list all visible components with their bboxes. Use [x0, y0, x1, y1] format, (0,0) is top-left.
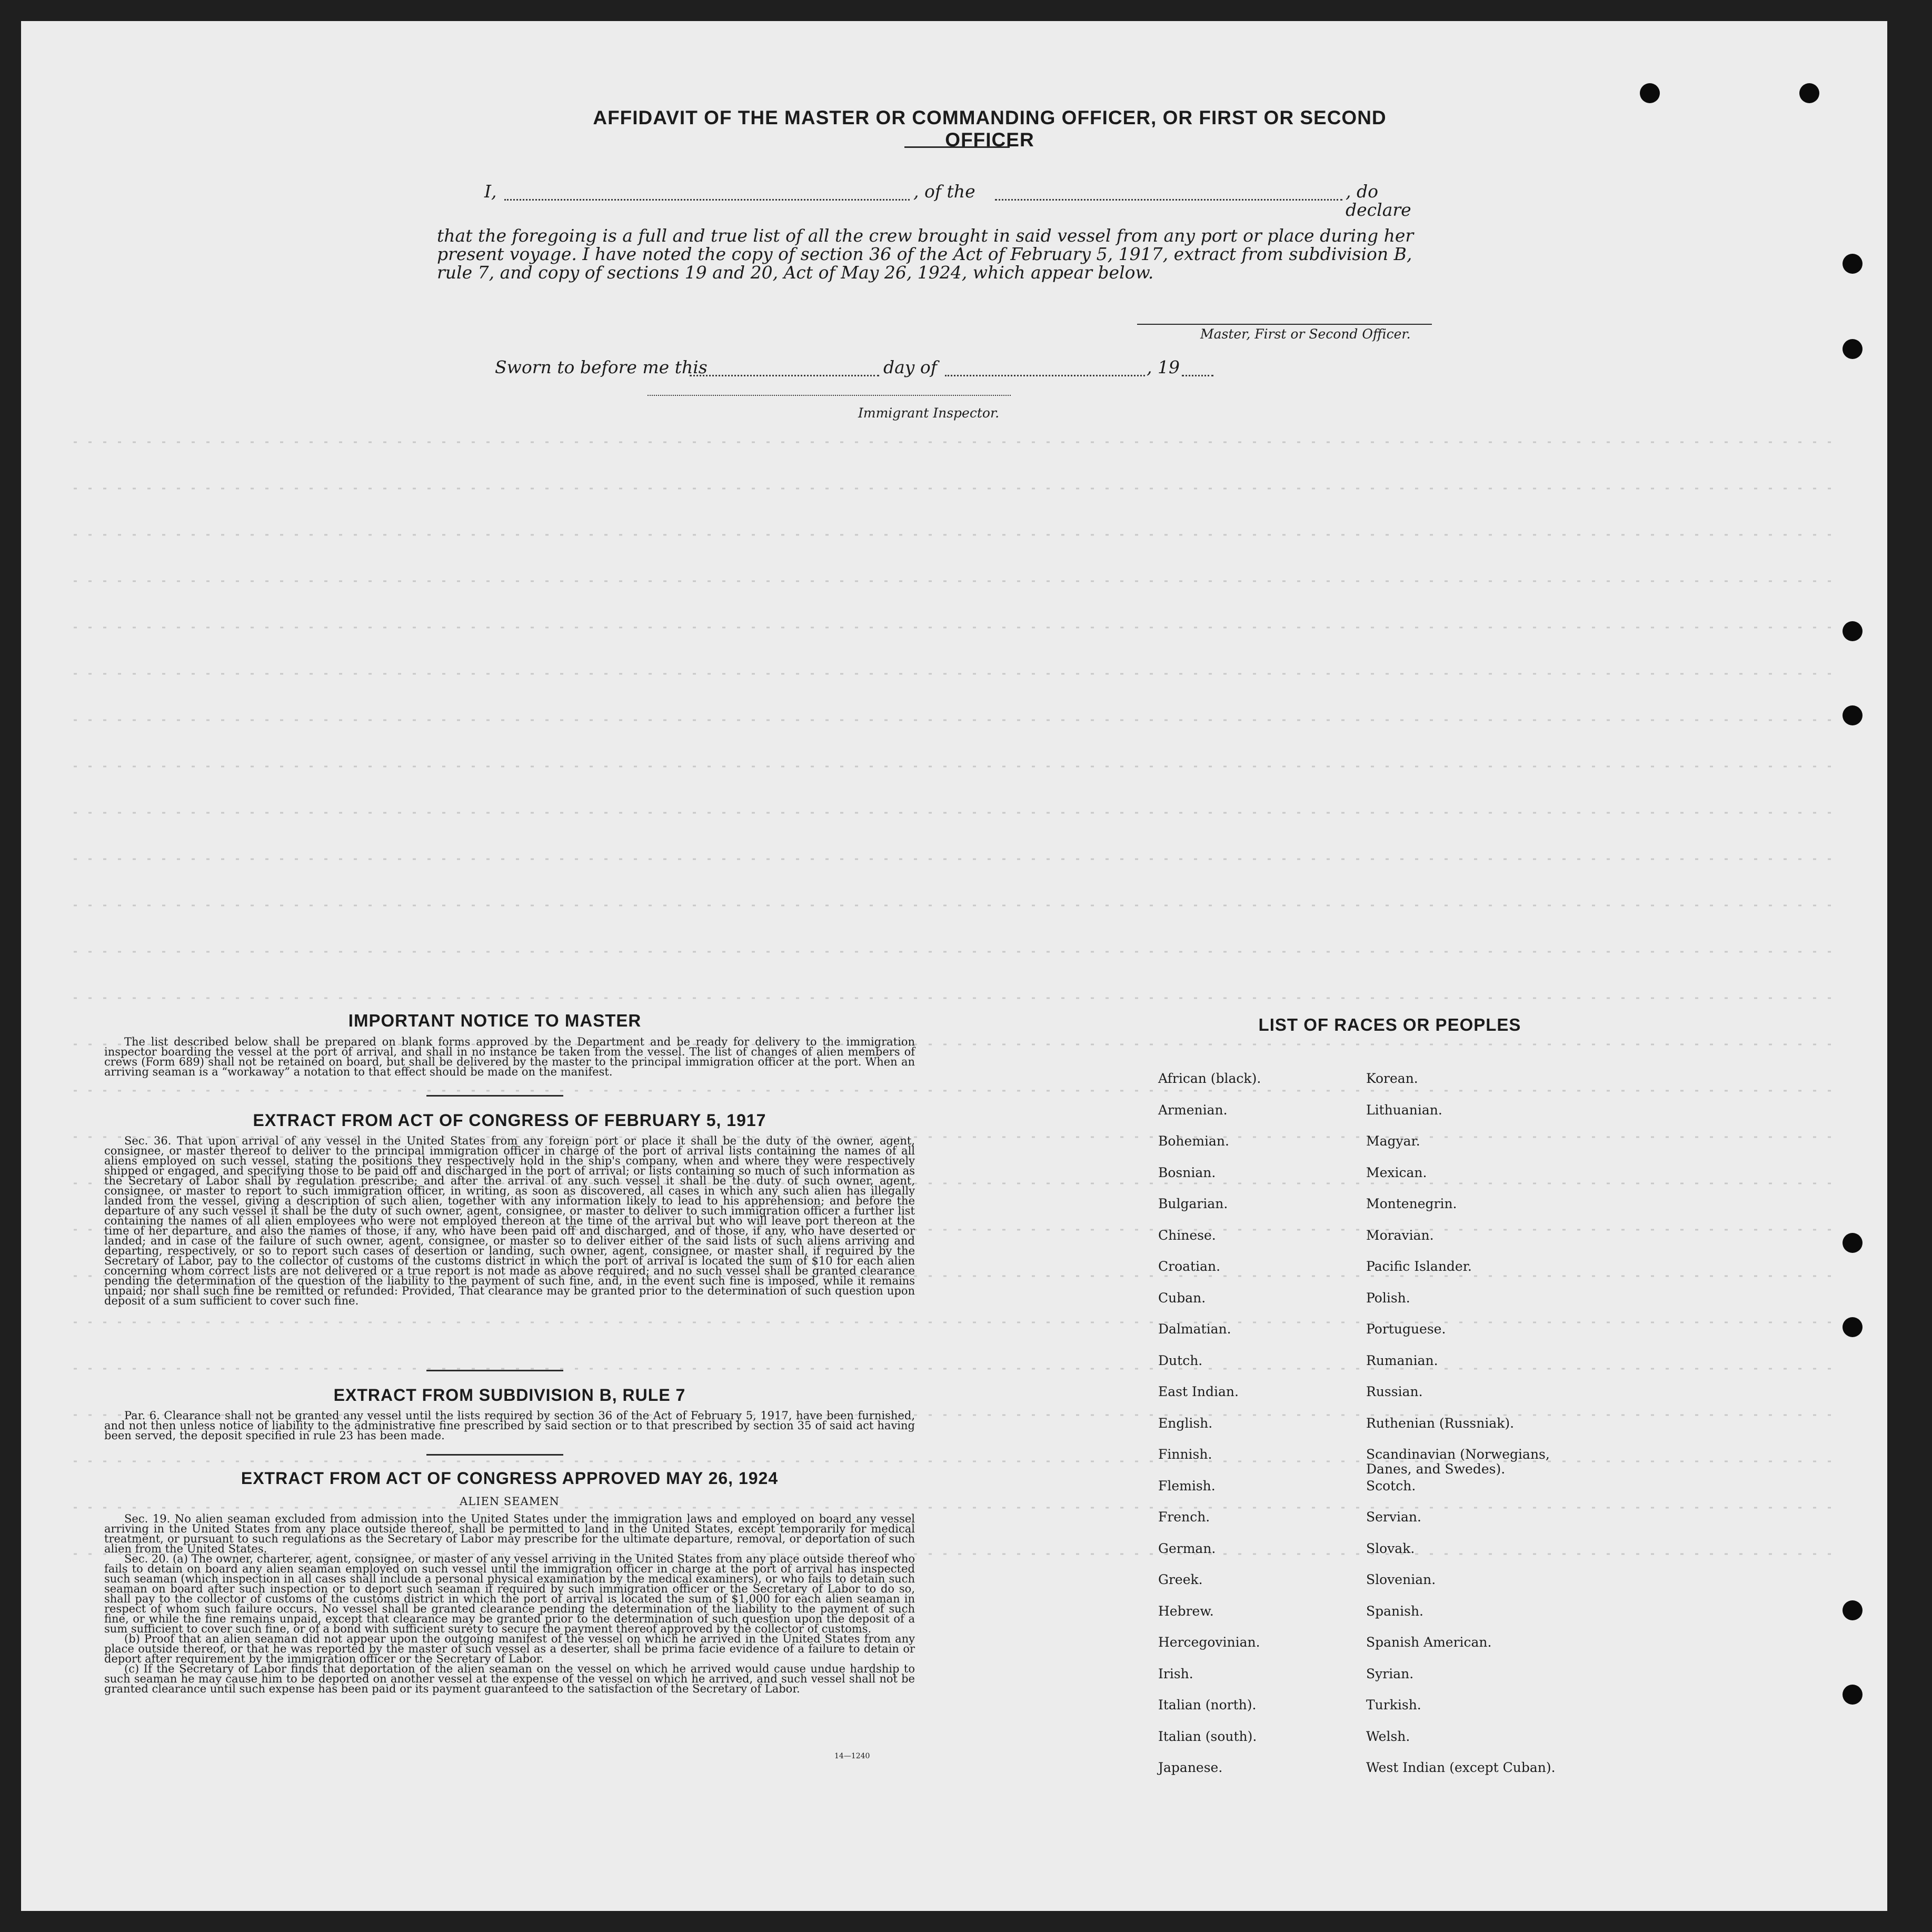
race-item: African (black). [1158, 1071, 1261, 1086]
race-item: Dutch. [1158, 1352, 1203, 1368]
extract-1917-title: EXTRACT FROM ACT OF CONGRESS OF FEBRUARY 5, 1917 [253, 1111, 766, 1130]
race-item: Chinese. [1158, 1227, 1216, 1243]
punch-hole [1843, 1317, 1863, 1337]
punch-hole [1799, 83, 1819, 103]
race-item: Italian (south). [1158, 1728, 1257, 1744]
punch-hole [1843, 1685, 1863, 1705]
race-item: Korean. [1366, 1071, 1418, 1086]
race-item: Servian. [1366, 1509, 1421, 1525]
race-item: Armenian. [1158, 1102, 1228, 1118]
race-item: Hercegovinian. [1158, 1635, 1260, 1650]
race-item: Spanish. [1366, 1603, 1424, 1619]
race-item: Welsh. [1366, 1728, 1410, 1744]
punch-hole [1640, 83, 1660, 103]
sec-20c-paragraph: (c) If the Secretary of Labor finds that deportation of the alien seaman on the vessel on which he arrived would cause undue hardship to such seaman he may cause him to be deported on another vessel at the expense of the vessel on which he arrived, and such vessel shall not be granted clearance until such expense has been paid or its payment guaranteed to the satisfaction of the Secretary of Labor. [104, 1662, 915, 1695]
race-item: Cuban. [1158, 1290, 1206, 1306]
race-item: Portuguese. [1366, 1321, 1446, 1337]
race-item: Italian (north). [1158, 1697, 1257, 1712]
race-item: Mexican. [1366, 1164, 1427, 1180]
affidavit-title: AFFIDAVIT OF THE MASTER OR COMMANDING OFFICER, OR FIRST OR SECOND OFFICER [593, 107, 1387, 151]
master-signature-line [1137, 324, 1432, 325]
sworn-day-line [690, 375, 879, 376]
race-item: Irish. [1158, 1666, 1193, 1681]
race-item: German. [1158, 1540, 1216, 1556]
race-item: Lithuanian. [1366, 1102, 1442, 1118]
punch-hole [1843, 1600, 1863, 1620]
affidavit-of-the: , of the [913, 181, 975, 202]
race-item: Magyar. [1366, 1133, 1420, 1149]
sworn-year-line [1182, 375, 1213, 376]
race-item: Turkish. [1366, 1697, 1421, 1712]
race-item: Ruthenian (Russniak). [1366, 1415, 1515, 1431]
inspector-signature-label: Immigrant Inspector. [858, 405, 1000, 421]
notice-text [104, 1037, 915, 1077]
affidavit-title-rule [904, 146, 1010, 148]
master-signature-label: Master, First or Second Officer. [1200, 326, 1411, 342]
affidavit-i: I, [484, 181, 497, 202]
notice-divider [426, 1095, 563, 1097]
race-item: Scandinavian (Norwegians, Danes, and Swedes). [1366, 1447, 1550, 1477]
par-6-paragraph: Par. 6. Clearance shall not be granted any vessel until the lists required by section 36 of the Act of February 5, 1917, have been furnished, and not then unless notice of liability to the administrative fine prescribed by said section or to that prescribed by section 35 of said act having been served, the deposit specified in rule 23 has been made. [104, 1409, 915, 1442]
alien-seamen-subtitle: ALIEN SEAMEN [460, 1495, 560, 1508]
race-item: French. [1158, 1509, 1210, 1525]
punch-hole [1843, 705, 1863, 725]
race-item: Slovak. [1366, 1540, 1415, 1556]
race-item: Montenegrin. [1366, 1196, 1457, 1211]
extract-1924-title: EXTRACT FROM ACT OF CONGRESS APPROVED MAY 26, 1924 [241, 1469, 779, 1488]
punch-hole [1843, 1233, 1863, 1253]
race-item: Finnish. [1158, 1447, 1212, 1462]
punch-hole [1843, 254, 1863, 274]
notice-title: IMPORTANT NOTICE TO MASTER [348, 1011, 642, 1030]
sworn-text: Sworn to before me this [495, 357, 708, 377]
race-item: Polish. [1366, 1290, 1410, 1306]
affidavit-body: that the foregoing is a full and true list of all the crew brought in said vessel from any port or place during her present voyage. I have noted the copy of section 36 of the Act of February 5, 1917, extract from subdivision B, rule 7, and copy of sections 19 and 20, Act of May 26, 1924, which appear below. [437, 225, 1414, 283]
rule-7-text [104, 1411, 915, 1441]
race-item: Rumanian. [1366, 1352, 1438, 1368]
punch-hole [1843, 339, 1863, 359]
race-item: Greek. [1158, 1572, 1203, 1587]
race-item: Bosnian. [1158, 1164, 1216, 1180]
sec-36-paragraph: Sec. 36. That upon arrival of any vessel in the United States from any foreign port or place it shall be the duty of the owner, agent, consignee, or master thereof to deliver to the principal immigration officer in charge of the port of arrival lists containing the names of all aliens employed on such vessel, stating the positions they respectively hold in the ship's company, when and where they were respectively shipped or engaged, and specifying those to be paid off and discharged in the port of arrival; or lists containing so much of such information as the Secretary of Labor shall by regulation prescribe; and after the arrival of any such vessel it shall be the duty of such owner, agent, consignee, or master to report to such immigration officer, in writing, as soon as discovered, all cases in which any such alien has illegally landed from the vessel, giving a description of such alien, together with any information likely to lead to his apprehension; and before the departure of any such vessel it shall be the duty of such owner, agent, consignee, or master to deliver to such immigration officer a further list containing the names of all alien employees who were not employed thereon at the time of the arrival but who will leave port thereon at the time of her departure, and also the names of those, if any, who have been paid off and discharged, and of those, if any, who have deserted or landed; and in case of the failure of such owner, agent, consignee, or master so to deliver either of the said lists of such aliens arriving and departing, respectively, or so to report such cases of desertion or landing, such owner, agent, consignee, or master shall, if required by the Secretary of Labor, pay to the collector of customs of the customs district in which the port of arrival is located the sum of $10 for each alien concerning whom correct lists are not delivered or a true report is not made as above required; and no such vessel shall be granted clearance pending the determination of the question of the liability to the payment of such fine, and, in the event such fine is imposed, while it remains unpaid; nor shall such fine be remitted or refunded: Provided, That clearance may be granted prior to the determination of such question upon deposit of a sum sufficient to cover such fine. [104, 1134, 915, 1307]
inspector-signature-line [648, 395, 1011, 396]
race-item: Slovenian. [1366, 1572, 1436, 1587]
year-text: , 19 [1147, 357, 1180, 377]
affidavit-do-declare: , do declare [1346, 181, 1411, 220]
affidavit-declarant-line [484, 181, 1432, 220]
rule-7-title: EXTRACT FROM SUBDIVISION B, RULE 7 [333, 1386, 686, 1405]
day-of-text: day of [883, 357, 938, 377]
race-item: East Indian. [1158, 1384, 1239, 1399]
race-item: English. [1158, 1415, 1213, 1431]
vessel-name-line [995, 199, 1342, 201]
sec-20b-paragraph: (b) Proof that an alien seaman did not appear upon the outgoing manifest of the vessel on which he arrived in the United States from any place outside thereof, or that he was reported by the master of such vessel as a deserter, shall be prima facie evidence of a failure to detain or deport after requirement by the immigration officer or the Secretary of Labor. [104, 1632, 915, 1665]
race-item: Syrian. [1366, 1666, 1414, 1681]
document-page [21, 21, 1887, 1911]
race-item: Russian. [1366, 1384, 1423, 1399]
race-item: Scotch. [1366, 1478, 1416, 1493]
race-item: Pacific Islander. [1366, 1259, 1472, 1274]
form-number: 14—1240 [834, 1752, 870, 1760]
punch-hole [1843, 621, 1863, 641]
sec-19-paragraph: Sec. 19. No alien seaman excluded from admission into the United States under the immigration laws and employed on board any vessel arriving in the United States from any place outside thereof, shall be permitted to land in the United States, except temporarily for medical treatment, or pursuant to such regulations as the Secretary of Labor may prescribe for the ultimate departure, removal, or deportation of such alien from the United States. [104, 1512, 915, 1555]
race-item: Bulgarian. [1158, 1196, 1228, 1211]
race-item: Croatian. [1158, 1259, 1221, 1274]
race-item: Japanese. [1158, 1760, 1223, 1775]
extract-1917-divider [426, 1370, 563, 1371]
declarant-name-line [504, 199, 910, 201]
rule-7-divider [426, 1454, 563, 1456]
sec-20a-paragraph: Sec. 20. (a) The owner, charterer, agent, consignee, or master of any vessel arriving in the United States from any place outside thereof who fails to detain on board any alien seaman employed on such vessel until the immigration officer in charge at the port of arrival has inspected such seaman (which inspection in all cases shall include a personal physical examination by the medical examiners), or who fails to detain such seaman on board after such inspection or to deport such seaman if required by such immigration officer or the Secretary of Labor to do so, shall pay to the collector of customs of the customs district in which the port of arrival is located the sum of $1,000 for each alien seaman in respect of whom such failure occurs. No vessel shall be granted clearance pending the determination of the liability to the payment of such fine, or while the fine remains unpaid, except that clearance may be granted prior to the determination of such question upon the deposit of a sum sufficient to cover such fine, or of a bond with sufficient surety to secure the payment thereof approved by the collector of customs. [104, 1552, 915, 1635]
race-item: Hebrew. [1158, 1603, 1214, 1619]
races-title: LIST OF RACES OR PEOPLES [1258, 1015, 1521, 1034]
race-item: Dalmatian. [1158, 1321, 1231, 1337]
sworn-line [495, 358, 1232, 379]
race-item: Moravian. [1366, 1227, 1434, 1243]
race-item: West Indian (except Cuban). [1366, 1760, 1556, 1775]
sworn-month-line [945, 375, 1145, 376]
race-item: Bohemian. [1158, 1133, 1229, 1149]
notice-paragraph: The list described below shall be prepared on blank forms approved by the Department and be ready for delivery to the immigration inspector boarding the vessel at the port of arrival, and shall in no instance be taken from the vessel. The list of changes of alien members of crews (Form 689) shall not be retained on board, but shall be delivered by the master to the principal immigration officer at the port. When an arriving seaman is a “workaway” a notation to that effect should be made on the manifest. [104, 1035, 915, 1078]
extract-1924-text [104, 1514, 915, 1694]
race-item: Spanish American. [1366, 1635, 1492, 1650]
race-item: Flemish. [1158, 1478, 1216, 1493]
extract-1917-text [104, 1136, 915, 1306]
